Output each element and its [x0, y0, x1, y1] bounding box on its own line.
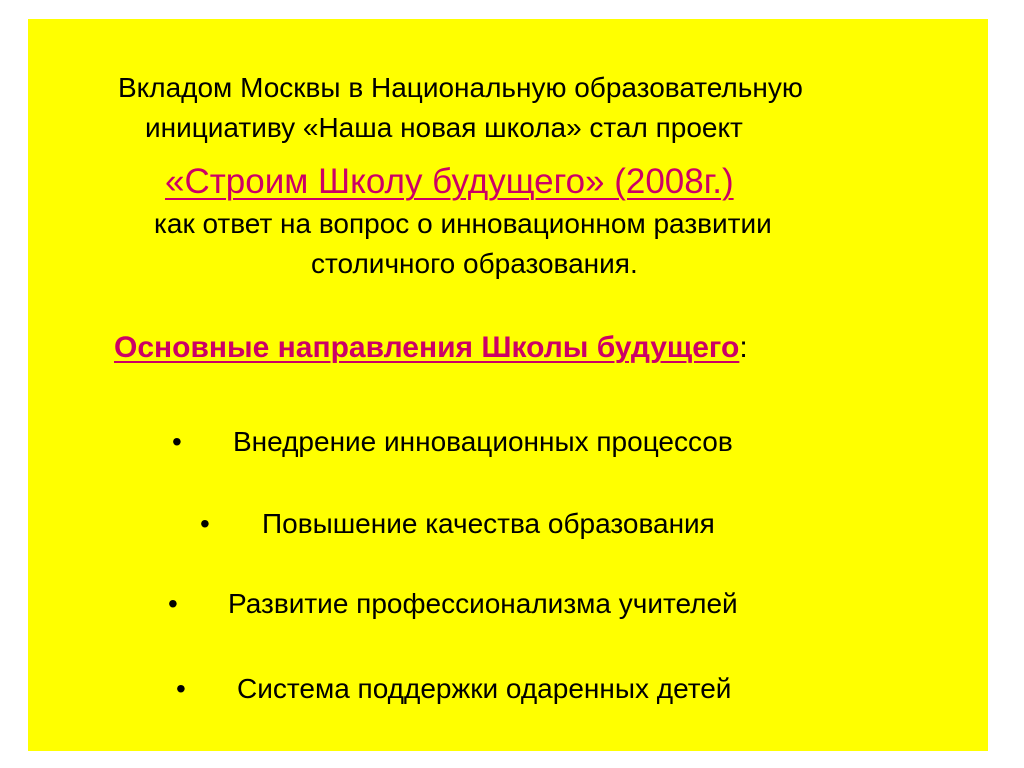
list-item-text: Повышение качества образования [262, 508, 715, 539]
answer-line-2: столичного образования. [311, 248, 638, 279]
list-item-text: Развитие профессионализма учителей [228, 588, 738, 619]
bullet-icon: • [200, 508, 210, 539]
intro-line-2: инициативу «Наша новая школа» стал проект [145, 112, 743, 143]
section-heading [114, 330, 748, 366]
bullet-icon: • [176, 673, 186, 704]
section-heading-colon: : [739, 331, 748, 364]
answer-line-1: как ответ на вопрос о инновационном развитии [154, 208, 772, 239]
bullet-icon: • [168, 588, 178, 619]
intro-line-1: Вкладом Москвы в Национальную образовательную [118, 72, 803, 103]
list-item-text: Система поддержки одаренных детей [237, 673, 732, 704]
bullet-icon: • [172, 426, 182, 457]
section-heading-title: Основные направления Школы будущего [114, 331, 740, 364]
project-name: «Строим Школу будущего» (2008г.) [165, 162, 734, 201]
slide [28, 19, 988, 751]
list-item-text: Внедрение инновационных процессов [233, 426, 733, 457]
